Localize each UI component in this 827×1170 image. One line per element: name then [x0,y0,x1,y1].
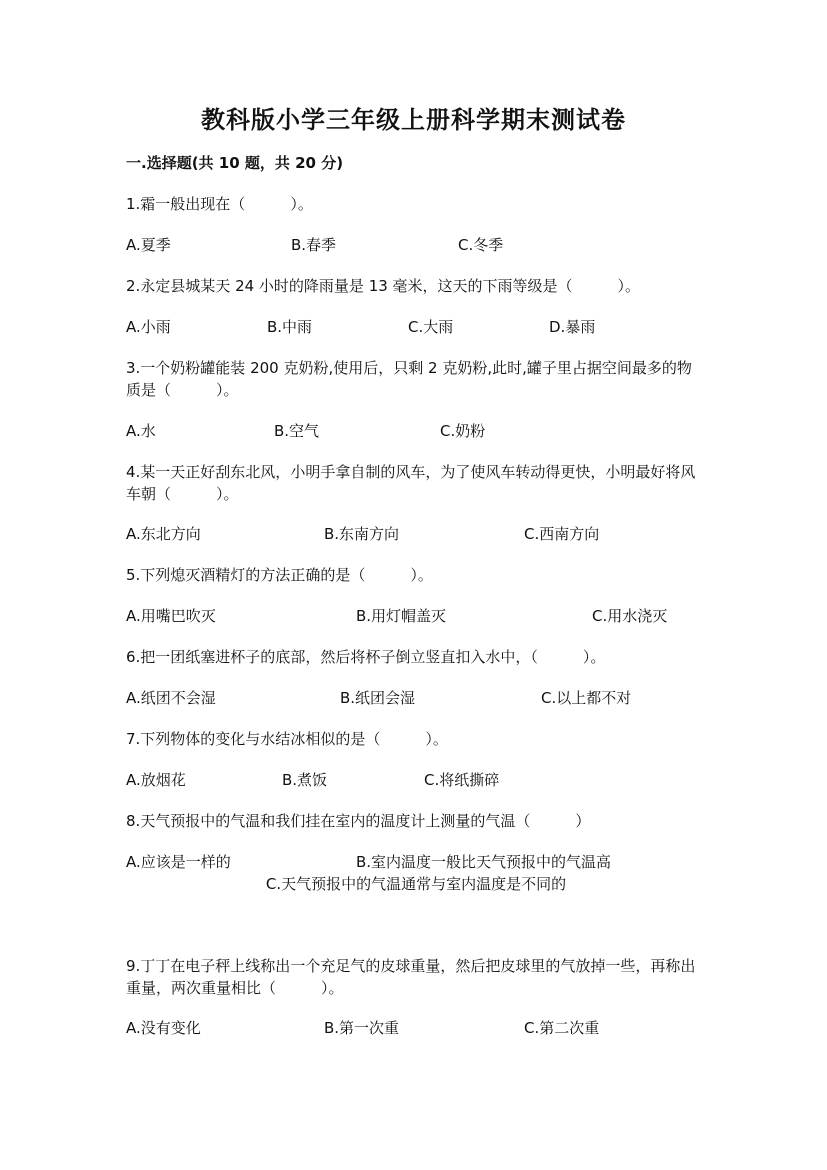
option-c[interactable]: C.天气预报中的气温通常与室内温度是不同的 [265,875,567,893]
option-a[interactable]: A.夏季 [126,236,171,254]
question-2-options [126,316,706,338]
option-a[interactable]: A.没有变化 [126,1019,201,1037]
question-3-options [126,420,706,442]
question-5-options [126,605,706,627]
option-c[interactable]: C.第二次重 [524,1019,600,1037]
question-9-options [126,1017,706,1039]
option-b[interactable]: B.第一次重 [324,1019,400,1037]
option-a[interactable]: A.水 [126,422,156,440]
option-b[interactable]: B.室内温度一般比天气预报中的气温高 [356,853,612,871]
question-7-options [126,769,706,791]
page-title: 教科版小学三年级上册科学期末测试卷 [201,105,626,134]
option-d[interactable]: D.暴雨 [549,318,596,336]
option-a[interactable]: A.应该是一样的 [126,853,231,871]
option-a[interactable]: A.小雨 [126,318,171,336]
option-c[interactable]: C.奶粉 [440,422,486,440]
option-b[interactable]: B.煮饭 [282,771,328,789]
option-b[interactable]: B.用灯帽盖灭 [356,607,447,625]
question-8: 8.天气预报中的气温和我们挂在室内的温度计上测量的气温（ ） [126,812,591,830]
question-6: 6.把一团纸塞进杯子的底部，然后将杯子倒立竖直扣入水中，（ ）。 [126,648,606,666]
option-b[interactable]: B.春季 [291,236,337,254]
option-b[interactable]: B.东南方向 [324,525,400,543]
option-c[interactable]: C.用水浇灭 [592,607,668,625]
question-1-options [126,234,706,256]
option-a[interactable]: A.用嘴巴吹灭 [126,607,216,625]
question-8-options-row-2 [126,873,706,895]
question-4: 4.某一天正好刮东北风，小明手拿自制的风车，为了使风车转动得更快，小明最好将风车朝（ ）。 [126,463,696,503]
question-3: 3.一个奶粉罐能装 200 克奶粉,使用后，只剩 2 克奶粉,此时,罐子里占据空间最多的物质是（ ）。 [126,359,692,399]
option-c[interactable]: C.冬季 [458,236,504,254]
option-b[interactable]: B.空气 [274,422,320,440]
option-c[interactable]: C.将纸撕碎 [424,771,500,789]
question-1: 1.霜一般出现在（ ）。 [126,195,313,213]
option-a[interactable]: A.东北方向 [126,525,201,543]
option-b[interactable]: B.纸团会湿 [340,689,416,707]
question-8-options [126,851,706,873]
question-2: 2.永定县城某天 24 小时的降雨量是 13 毫米，这天的下雨等级是（ ）。 [126,277,641,295]
option-a[interactable]: A.放烟花 [126,771,186,789]
option-c[interactable]: C.以上都不对 [541,689,632,707]
question-9: 9.丁丁在电子秤上线称出一个充足气的皮球重量，然后把皮球里的气放掉一些，再称出重量，两次重量相比（ ）。 [126,957,696,997]
option-c[interactable]: C.西南方向 [524,525,600,543]
section-heading: 一.选择题(共 10 题，共 20 分) [126,154,344,172]
question-4-options [126,523,706,545]
question-6-options [126,687,706,709]
question-7: 7.下列物体的变化与水结冰相似的是（ ）。 [126,730,448,748]
option-b[interactable]: B.中雨 [267,318,313,336]
question-5: 5.下列熄灭酒精灯的方法正确的是（ ）。 [126,566,433,584]
option-a[interactable]: A.纸团不会湿 [126,689,216,707]
option-c[interactable]: C.大雨 [408,318,454,336]
